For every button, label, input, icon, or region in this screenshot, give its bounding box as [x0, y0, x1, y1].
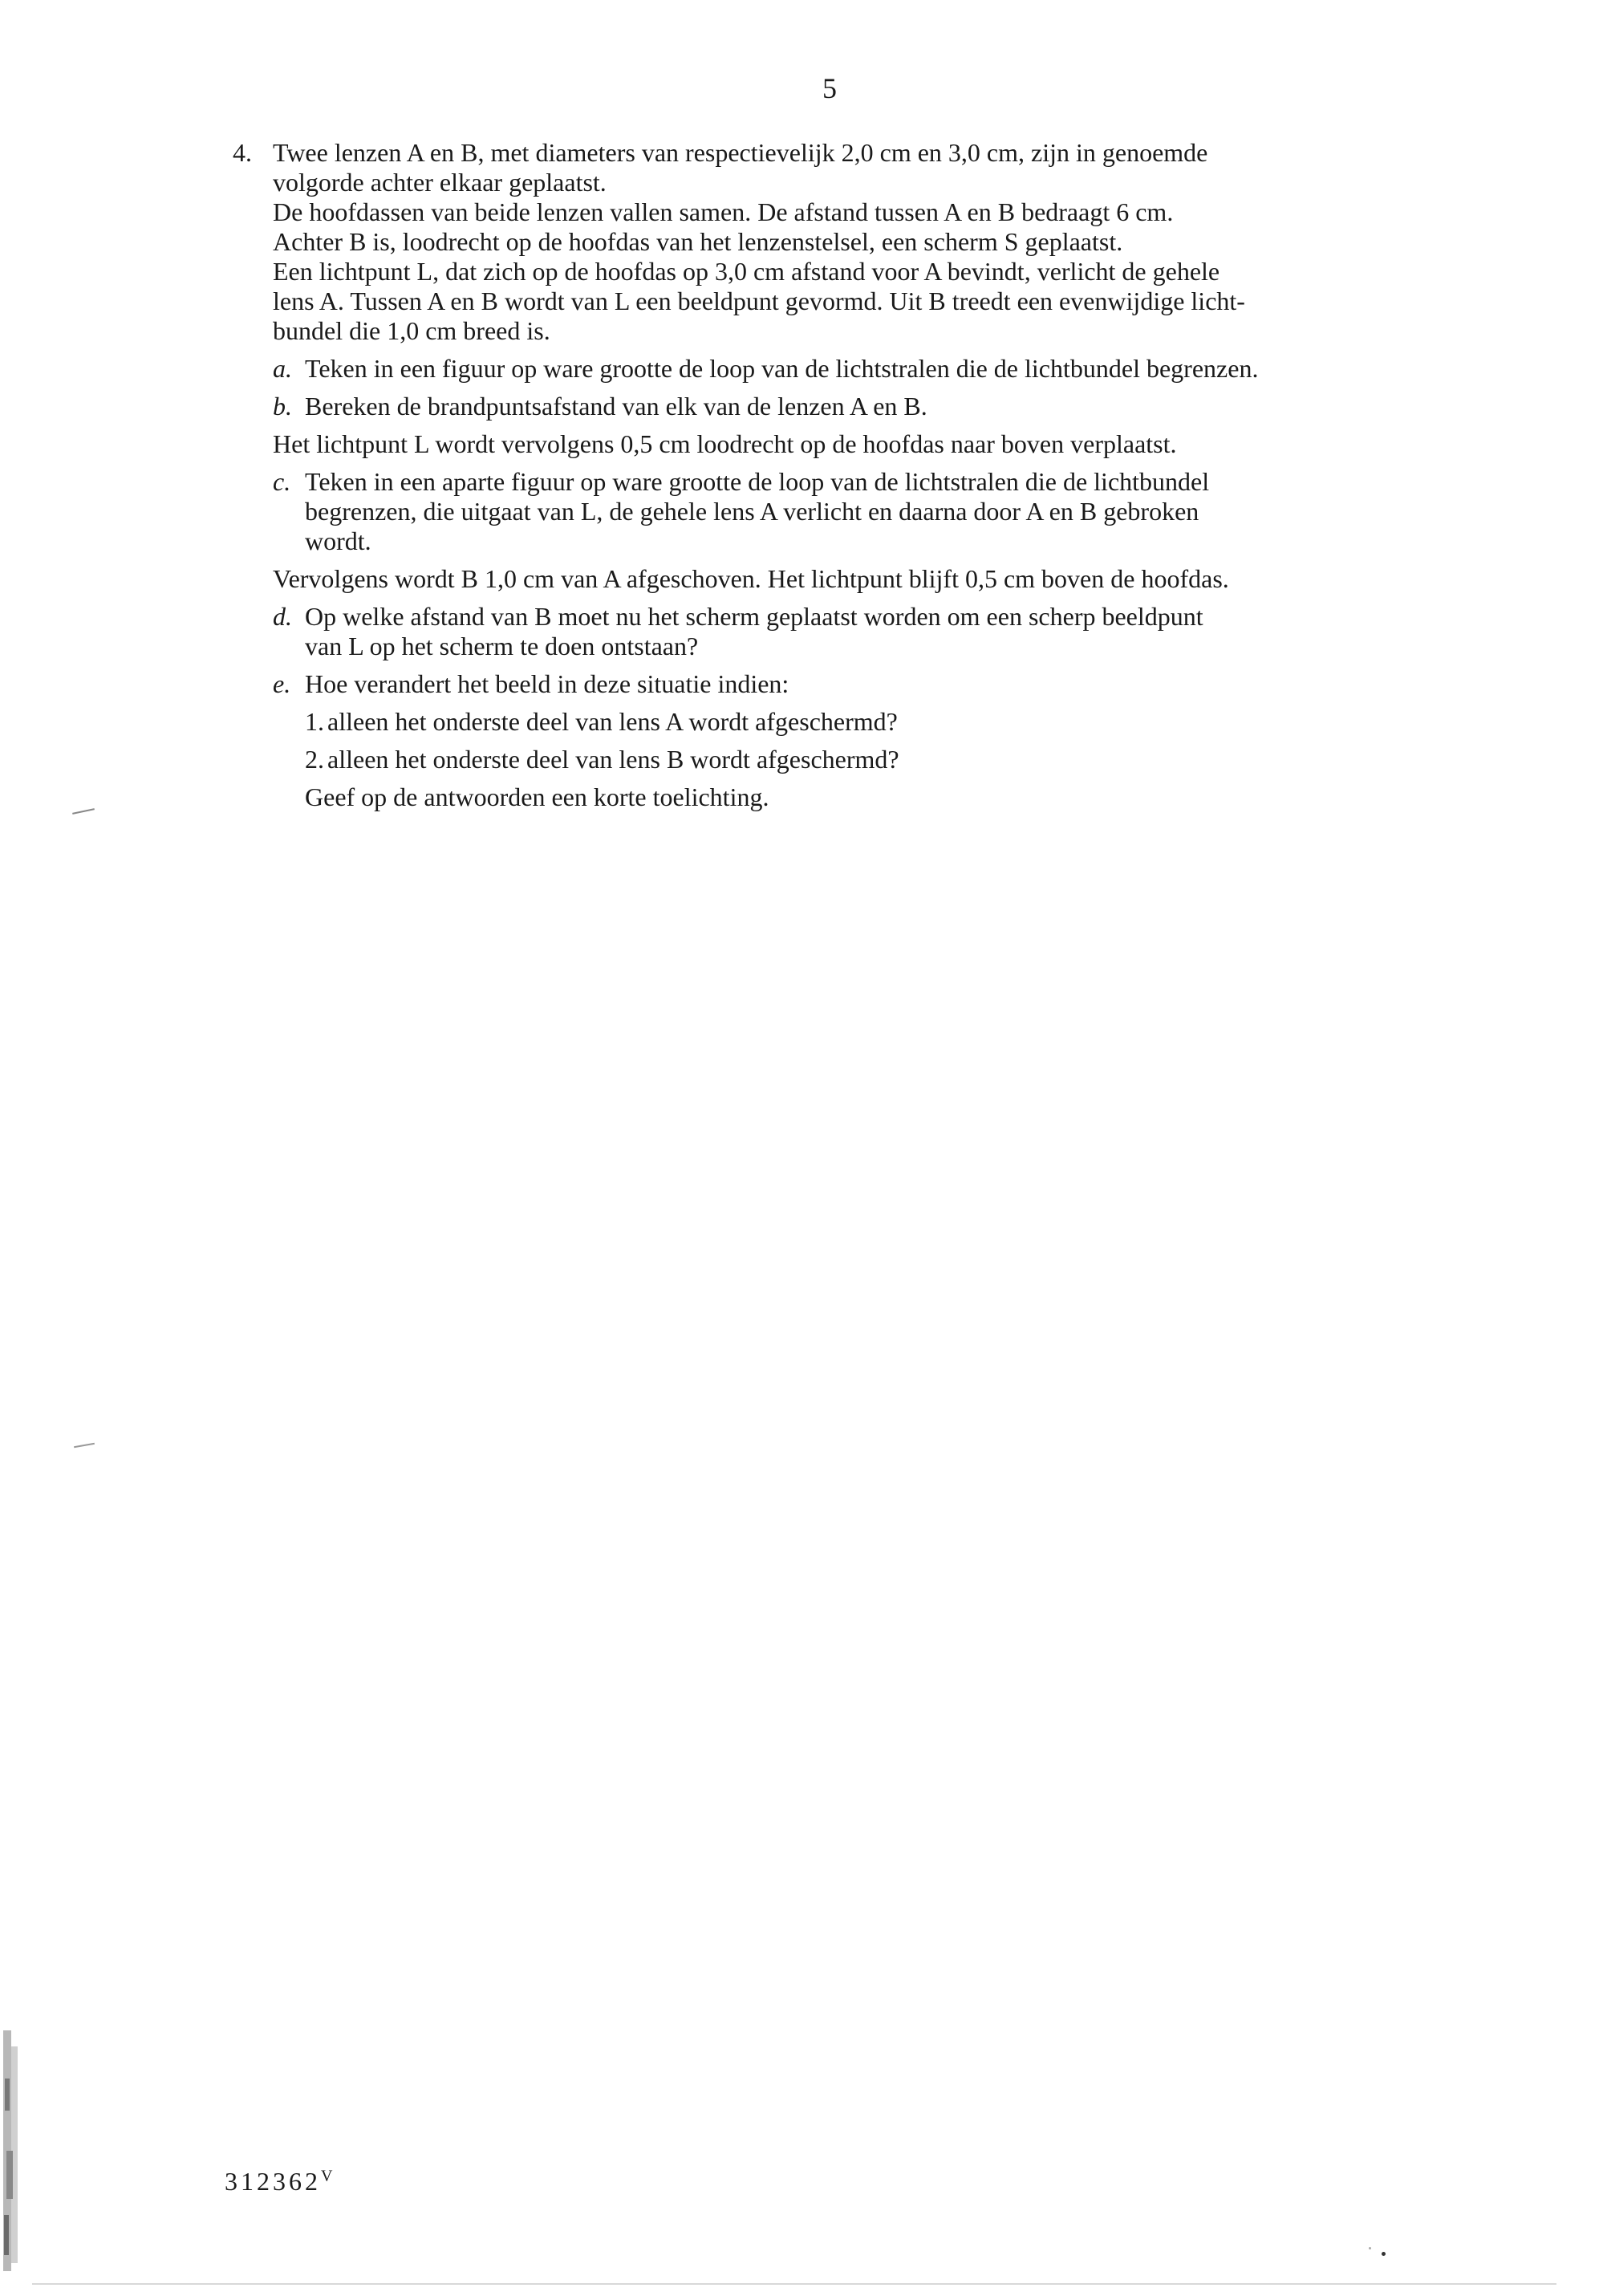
question-4 [234, 138, 1486, 812]
subquestion-label: a. [273, 354, 292, 383]
question-number: 4. [233, 138, 252, 167]
intro-line: lens A. Tussen A en B wordt van L een beeldpunt gevormd. Uit B treedt een evenwijdige licht- [273, 286, 1245, 315]
subquestion-text: van L op het scherm te doen ontstaan? [305, 632, 699, 660]
subquestion-b [234, 392, 1486, 421]
subquestion-text: Hoe verandert het beeld in deze situatie indien: [305, 669, 789, 698]
subquestion-label: c. [273, 467, 291, 496]
subquestion-label: d. [273, 602, 292, 631]
scan-edge-artifact [0, 2006, 32, 2279]
subquestion-text: Bereken de brandpuntsafstand van elk van de lenzen A en B. [305, 392, 927, 421]
scan-mark [1369, 2247, 1371, 2249]
scan-mark [1382, 2252, 1386, 2256]
question-intro [234, 138, 1486, 346]
subquestion-text: Op welke afstand van B moet nu het scherm geplaatst worden om een scherp beeldpunt [305, 602, 1203, 631]
paragraph: Vervolgens wordt B 1,0 cm van A afgeschoven. Het lichtpunt blijft 0,5 cm boven de hoofdas. [273, 564, 1229, 593]
subquestion-label: b. [273, 392, 292, 421]
subitem-text: alleen het onderste deel van lens B wordt afgeschermd? [327, 745, 899, 774]
subquestion-a [234, 354, 1486, 384]
intro-line: De hoofdassen van beide lenzen vallen samen. De afstand tussen A en B bedraagt 6 cm. [273, 197, 1174, 226]
intro-line: volgorde achter elkaar geplaatst. [273, 168, 607, 197]
scan-bottom-edge [32, 2283, 1556, 2285]
document-code-number: 312362 [225, 2167, 321, 2196]
intro-line: Twee lenzen A en B, met diameters van respectievelijk 2,0 cm en 3,0 cm, zijn in genoemde [273, 138, 1208, 167]
subquestion-c [234, 467, 1486, 556]
subquestion-d [234, 602, 1486, 661]
subquestion-text: Teken in een figuur op ware grootte de loop van de lichtstralen die de lichtbundel begrenzen. [305, 354, 1259, 383]
document-code [225, 2167, 332, 2196]
intro-line: Achter B is, loodrecht op de hoofdas van het lenzenstelsel, een scherm S geplaatst. [273, 227, 1123, 256]
page-number: 5 [822, 72, 837, 104]
scan-mark [74, 1443, 95, 1448]
subitem-e1 [234, 707, 1486, 737]
subitem-number: 2. [305, 745, 324, 774]
subquestion-text: Teken in een aparte figuur op ware grootte de loop van de lichtstralen die de lichtbundel [305, 467, 1210, 496]
subquestion-text: wordt. [305, 526, 371, 555]
subitem-text: alleen het onderste deel van lens A wordt afgeschermd? [327, 707, 898, 736]
subquestion-text: begrenzen, die uitgaat van L, de gehele lens A verlicht en daarna door A en B gebroken [305, 497, 1199, 526]
document-code-suffix: V [321, 2167, 333, 2185]
scan-mark [72, 808, 95, 815]
subquestion-e [234, 669, 1486, 699]
subquestion-label: e. [273, 669, 291, 698]
subitem-number: 1. [305, 707, 324, 736]
subitem-e2 [234, 745, 1486, 774]
answer-note: Geef op de antwoorden een korte toelichting. [305, 782, 769, 811]
paragraph: Het lichtpunt L wordt vervolgens 0,5 cm loodrecht op de hoofdas naar boven verplaatst. [273, 429, 1177, 458]
intro-line: Een lichtpunt L, dat zich op de hoofdas op 3,0 cm afstand voor A bevindt, verlicht de gehele [273, 257, 1220, 286]
intro-line: bundel die 1,0 cm breed is. [273, 316, 550, 345]
